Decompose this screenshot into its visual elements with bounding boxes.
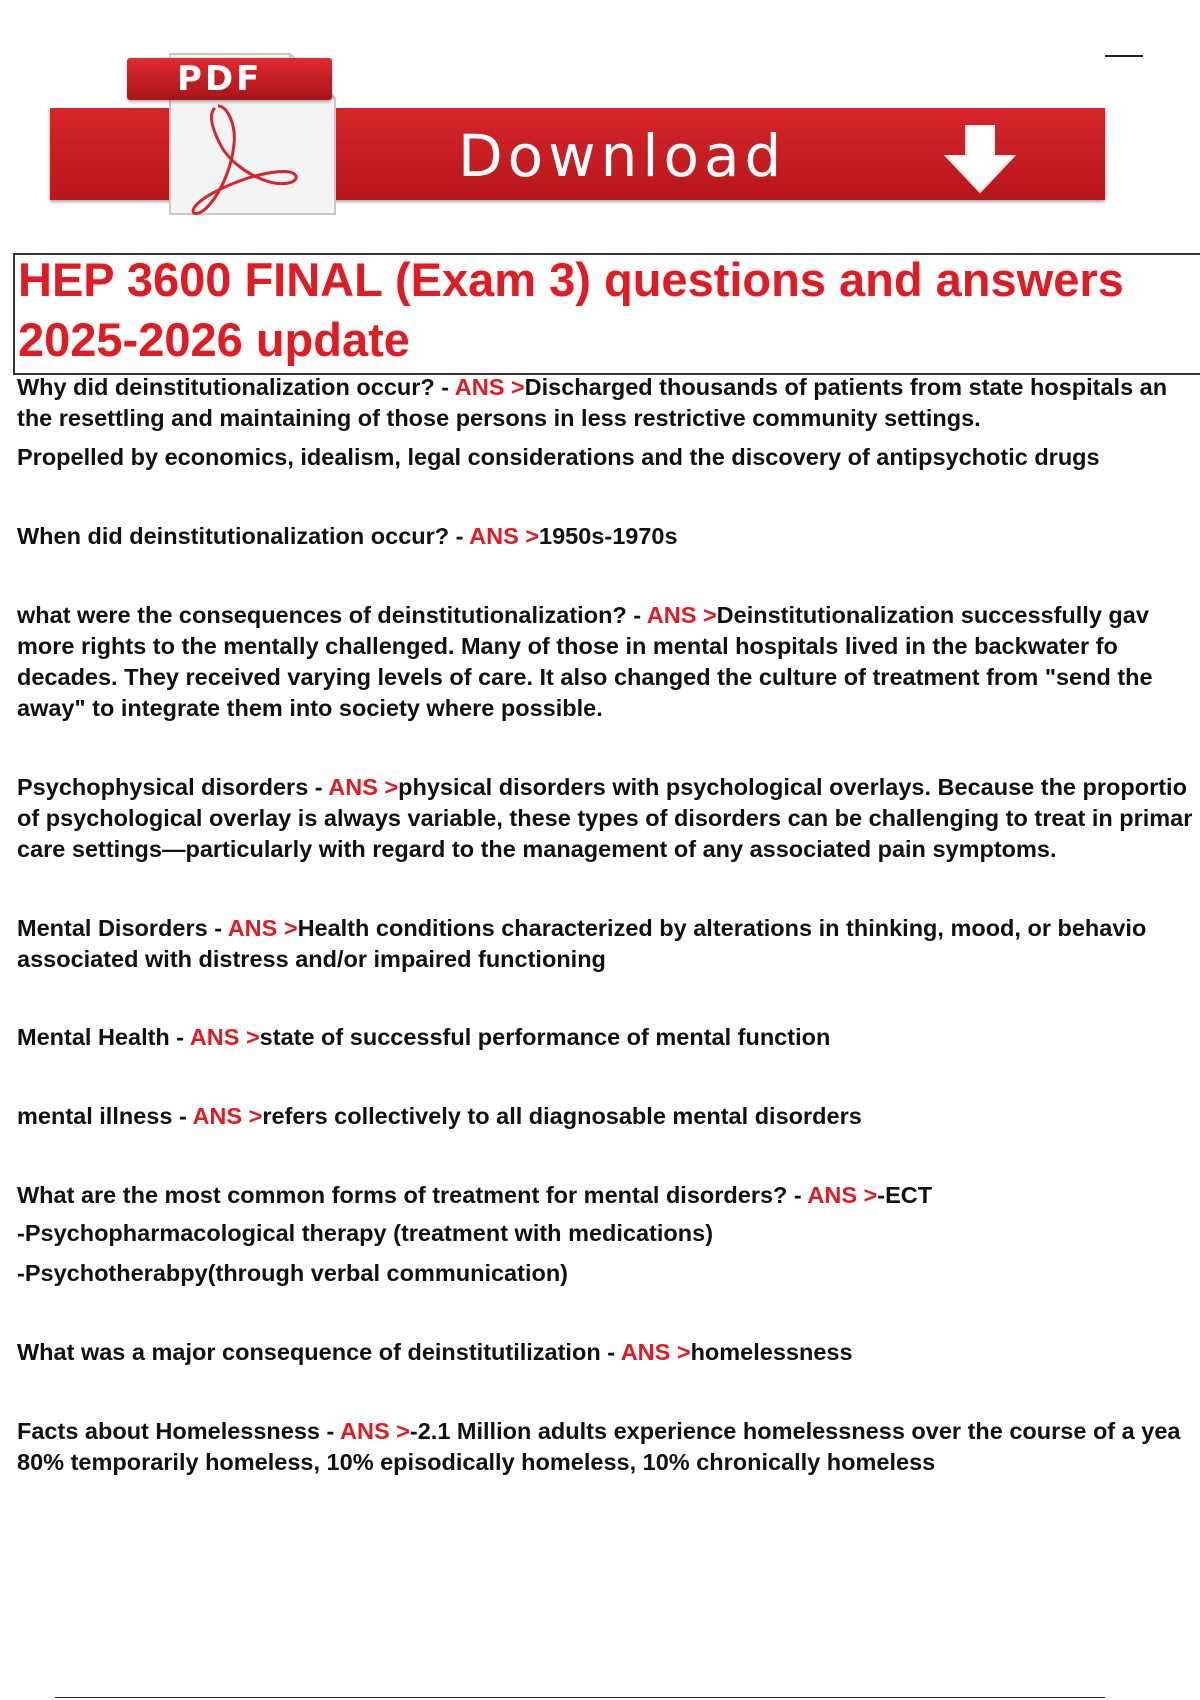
answer-text: refers collectively to all diagnosable mental disorders: [262, 1103, 862, 1129]
question-text: Psychophysical disorders -: [17, 774, 329, 800]
qa-item: [17, 1022, 1200, 1053]
answer-text: Health conditions characterized by alterations in thinking, mood, or behavio: [297, 915, 1147, 941]
ans-marker: ANS >: [469, 523, 540, 549]
question-text: What was a major consequence of deinstitutilization -: [17, 1339, 621, 1365]
ans-marker: ANS >: [192, 1103, 263, 1129]
download-label[interactable]: Download: [458, 122, 787, 190]
page-title: HEP 3600 FINAL (Exam 3) questions and answers 2025-2026 update: [18, 253, 1124, 366]
qa-extra-line: [17, 442, 1200, 473]
answer-text: -2.1 Million adults experience homelessness over the course of a yea: [409, 1418, 1181, 1444]
answer-text: Propelled by economics, idealism, legal considerations and the discovery of antipsychotic drugs: [17, 444, 1100, 470]
answer-text: -Psychopharmacological therapy (treatment with medications): [17, 1220, 714, 1246]
download-arrow-icon: [940, 122, 1020, 196]
qa-item: [17, 600, 1200, 724]
qa-item: [17, 913, 1200, 975]
answer-text: decades. They received varying levels of care. It also changed the culture of treatment from "send the: [17, 664, 1153, 690]
ans-marker: ANS >: [620, 1339, 691, 1365]
answer-text: 1950s-1970s: [539, 523, 678, 549]
answer-text: associated with distress and/or impaired functioning: [17, 946, 606, 972]
answer-text: physical disorders with psychological overlays. Because the proportio: [398, 774, 1187, 800]
qa-item: [17, 1416, 1200, 1478]
bottom-divider: [55, 1697, 1105, 1698]
question-text: Why did deinstitutionalization occur? -: [17, 374, 455, 400]
pdf-label: PDF: [127, 58, 332, 100]
pdf-document-icon: [120, 48, 342, 218]
pdf-download-banner[interactable]: [50, 40, 1105, 220]
answer-text: away" to integrate them into society where possible.: [17, 695, 603, 721]
qa-extra-line: [17, 1218, 1200, 1249]
question-text: Mental Disorders -: [17, 915, 228, 941]
ans-marker: ANS >: [340, 1418, 410, 1444]
answer-text: the resettling and maintaining of those persons in less restrictive community settings.: [17, 405, 981, 431]
answer-text: state of successful performance of mental function: [259, 1024, 831, 1050]
qa-item: [17, 521, 1200, 552]
question-text: Mental Health -: [17, 1024, 190, 1050]
top-right-dash: [1105, 55, 1143, 57]
answer-text: -Psychotherabpy(through verbal communication): [17, 1260, 569, 1286]
answer-text: of psychological overlay is always variable, these types of disorders can be challenging to treat in primar: [17, 805, 1193, 831]
qa-item: [17, 772, 1200, 865]
answer-text: more rights to the mentally challenged. Many of those in mental hospitals lived in the backwater fo: [17, 633, 1118, 659]
qa-extra-line: [17, 1258, 1200, 1289]
question-text: what were the consequences of deinstitutionalization? -: [17, 602, 647, 628]
answer-text: Deinstitutionalization successfully gav: [716, 602, 1149, 628]
ans-marker: ANS >: [328, 774, 399, 800]
answer-text: Discharged thousands of patients from state hospitals an: [524, 374, 1168, 400]
ans-marker: ANS >: [646, 602, 717, 628]
qa-item: [17, 372, 1200, 434]
ans-marker: ANS >: [189, 1024, 260, 1050]
question-text: When did deinstitutionalization occur? -: [17, 523, 470, 549]
qa-item: [17, 1101, 1200, 1132]
answer-text: -ECT: [877, 1182, 933, 1208]
answer-text: care settings—particularly with regard to the management of any associated pain symptoms.: [17, 836, 1057, 862]
answer-text: homelessness: [690, 1339, 853, 1365]
question-text: Facts about Homelessness -: [17, 1418, 341, 1444]
ans-marker: ANS >: [454, 374, 525, 400]
qa-item: [17, 1337, 1200, 1368]
question-text: mental illness -: [17, 1103, 193, 1129]
ans-marker: ANS >: [227, 915, 298, 941]
question-text: What are the most common forms of treatment for mental disorders? -: [17, 1182, 808, 1208]
ans-marker: ANS >: [807, 1182, 878, 1208]
answer-text: 80% temporarily homeless, 10% episodically homeless, 10% chronically homeless: [17, 1449, 936, 1475]
qa-item: [17, 1180, 1200, 1211]
